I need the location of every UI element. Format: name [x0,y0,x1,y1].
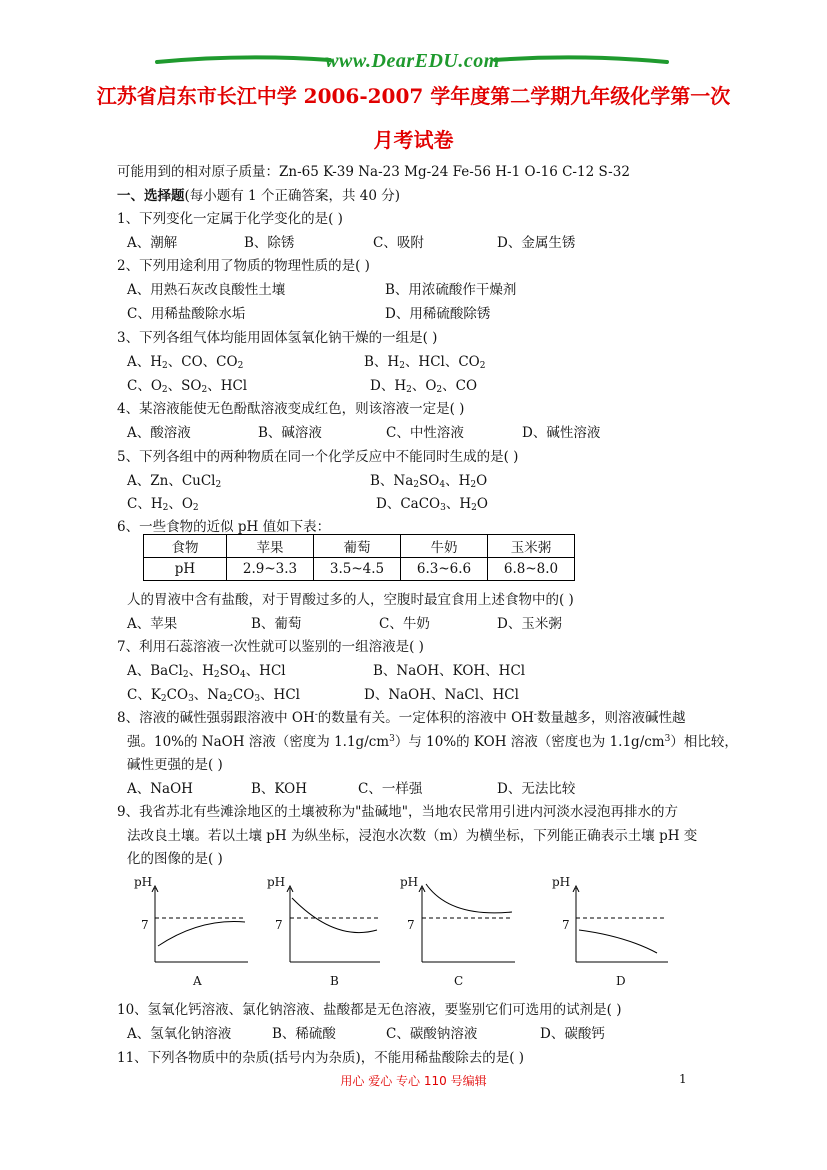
q2-option-b: B、用浓硫酸作干燥剂 [385,282,517,298]
section-heading [117,184,400,204]
q6-text: 人的胃液中含有盐酸，对于胃酸过多的人，空腹时最宜食用上述食物中的( ) [127,592,574,608]
ph-table-cell: 6.3~6.6 [401,558,488,581]
q10-option-d: D、碳酸钙 [540,1026,605,1042]
q7-option-a: A、BaCl$_2$、$H_2SO_4$、HCl [127,663,286,680]
q6-option-d: D、玉米粥 [497,616,562,632]
q3-option-a: A、$H_2$、CO、$CO_2$ [127,354,244,371]
q1-option-a: A、潮解 [127,235,178,251]
exam-title-line1: 江苏省启东市长江中学 2006-2007 学年度第二学期九年级化学第一次 [96,84,731,108]
q8-text: ）与 10%的 KOH 溶液（密度也为 1.1g/cm [394,734,665,750]
q3-option-d: D、$H_2$、$O_2$、CO [370,378,478,395]
q8-option-c: C、一样强 [358,781,423,797]
graph-c-label: C [454,974,464,988]
q5-option-d: D、CaCO$_3$、$H_2O$ [376,496,488,513]
q6-option-b: B、葡萄 [251,616,302,632]
q8-text: 的数量有关。一定体积的溶液中 OH [317,710,534,726]
q9-line1: 9、我省苏北有些滩涂地区的土壤被称为"盐碱地"，当地农民常用引进内河淡水浸泡再排水的方 [117,804,679,820]
graph-d-ylabel: pH [552,875,571,889]
q6-option-c: C、牛奶 [379,616,430,632]
section-title: 一、选择题 [117,188,185,204]
q6-stem: 6、一些食物的近似 pH 值如下表： [117,519,331,535]
q8-line1: 8、溶液的碱性强弱跟溶液中 OH-的数量有关。一定体积的溶液中 OH-数量越多，则溶液碱性越 [117,710,686,726]
q3-stem: 3、下列各组气体均能用固体氢氧化钠干燥的一组是( ) [117,330,438,346]
q4-option-d: D、碱性溶液 [522,425,601,441]
q3-option-c: C、$O_2$、$SO_2$、HCl [127,378,248,395]
page-footer: 用心 爱心 专心 110 号编辑 [340,1074,487,1088]
q6-option-a: A、苹果 [127,616,178,632]
ph-table-cell: 玉米粥 [488,535,575,558]
graph-d-seven: 7 [562,918,570,932]
graph-b [290,888,380,962]
q8-text: 8、溶液的碱性强弱跟溶液中 OH [117,710,315,726]
q10-option-b: B、稀硫酸 [272,1026,336,1042]
section-note: (每小题有 1 个正确答案，共 40 分) [184,188,400,204]
graph-d [576,888,668,962]
q11-stem: 11、下列各物质中的杂质(括号内为杂质)，不能用稀盐酸除去的是( ) [117,1050,525,1066]
q8-text: 数量越多，则溶液碱性越 [536,710,686,726]
exam-title-line2: 月考试卷 [373,128,454,152]
q7-option-d: D、NaOH、NaCl、HCl [364,687,519,703]
graph-c-seven: 7 [407,918,415,932]
ph-graphs [0,870,827,1000]
q1-stem: 1、下列变化一定属于化学变化的是( ) [117,211,343,227]
q5-option-b: B、$Na_2SO_4$、$H_2O$ [370,473,488,490]
q8-text: ）相比较， [670,734,738,750]
site-url: www.DearEDU.com [325,50,500,72]
ph-table-cell: pH [144,558,227,581]
ph-table-cell: 食物 [144,535,227,558]
graph-b-seven: 7 [275,918,283,932]
q3-option-b: B、$H_2$、HCl、$CO_2$ [364,354,486,371]
graph-a-label: A [193,974,202,988]
atomic-masses: 可能用到的相对原子质量：Zn-65 K-39 Na-23 Mg-24 Fe-56 H-1 O-16 C-12 S-32 [117,164,630,180]
ph-table-header-row [144,535,575,558]
q1-option-c: C、吸附 [373,235,424,251]
ph-table-cell: 6.8~8.0 [488,558,575,581]
q7-option-b: B、NaOH、KOH、HCl [373,663,526,679]
ph-table-cell: 3.5~4.5 [314,558,401,581]
q7-stem: 7、利用石蕊溶液一次性就可以鉴别的一组溶液是( ) [117,639,424,655]
ph-table-cell: 葡萄 [314,535,401,558]
q9-line2: 法改良土壤。若以土壤 pH 为纵坐标，浸泡水次数（m）为横坐标，下列能正确表示土壤 pH 变 [127,828,698,844]
q8-text: 强。10%的 NaOH 溶液（密度为 1.1g/cm [127,734,390,750]
q2-stem: 2、下列用途利用了物质的物理性质的是( ) [117,258,370,274]
ph-table-value-row [144,558,575,581]
q1-option-d: D、金属生锈 [497,235,576,251]
graph-a-ylabel: pH [134,875,153,889]
graph-d-label: D [616,974,626,988]
q10-option-c: C、碳酸钠溶液 [386,1026,478,1042]
graph-c-ylabel: pH [400,875,419,889]
q8-line3: 碱性更强的是( ) [127,757,223,773]
q10-option-a: A、氢氧化钠溶液 [127,1026,232,1042]
ph-table-cell: 牛奶 [401,535,488,558]
ph-table-cell: 2.9~3.3 [227,558,314,581]
q10-stem: 10、氢氧化钙溶液、氯化钠溶液、盐酸都是无色溶液，要鉴别它们可选用的试剂是( ) [117,1002,622,1018]
graph-a [155,888,248,962]
q1-option-b: B、除锈 [244,235,295,251]
graph-a-seven: 7 [141,918,149,932]
q8-option-a: A、NaOH [127,781,193,797]
graph-b-ylabel: pH [267,875,286,889]
q8-option-b: B、KOH [251,781,307,797]
graph-c [422,884,515,962]
site-banner [155,50,670,78]
q7-option-c: C、$K_2CO_3$、$Na_2CO_3$、HCl [127,687,300,704]
ph-table-cell: 苹果 [227,535,314,558]
q5-option-a: A、Zn、CuCl$_2$ [127,473,222,490]
graph-b-label: B [330,974,339,988]
q4-option-a: A、酸溶液 [127,425,191,441]
page-number: 1 [679,1072,687,1086]
q5-option-c: C、$H_2$、$O_2$ [127,496,199,513]
q2-option-a: A、用熟石灰改良酸性土壤 [127,282,286,298]
q9-line3: 化的图像的是( ) [127,851,223,867]
q4-option-c: C、中性溶液 [386,425,464,441]
q4-stem: 4、某溶液能使无色酚酞溶液变成红色，则该溶液一定是( ) [117,401,465,417]
q2-option-c: C、用稀盐酸除水垢 [127,306,246,322]
ph-table [143,534,575,581]
q2-option-d: D、用稀硫酸除锈 [385,306,491,322]
q5-stem: 5、下列各组中的两种物质在同一个化学反应中不能同时生成的是( ) [117,449,519,465]
q8-option-d: D、无法比较 [497,781,576,797]
q4-option-b: B、碱溶液 [258,425,322,441]
q8-line2: 强。10%的 NaOH 溶液（密度为 $1.1g/cm^3$）与 10%的 KOH 溶液（密度也为 $1.1g/cm^3$）相比较， [127,734,738,750]
